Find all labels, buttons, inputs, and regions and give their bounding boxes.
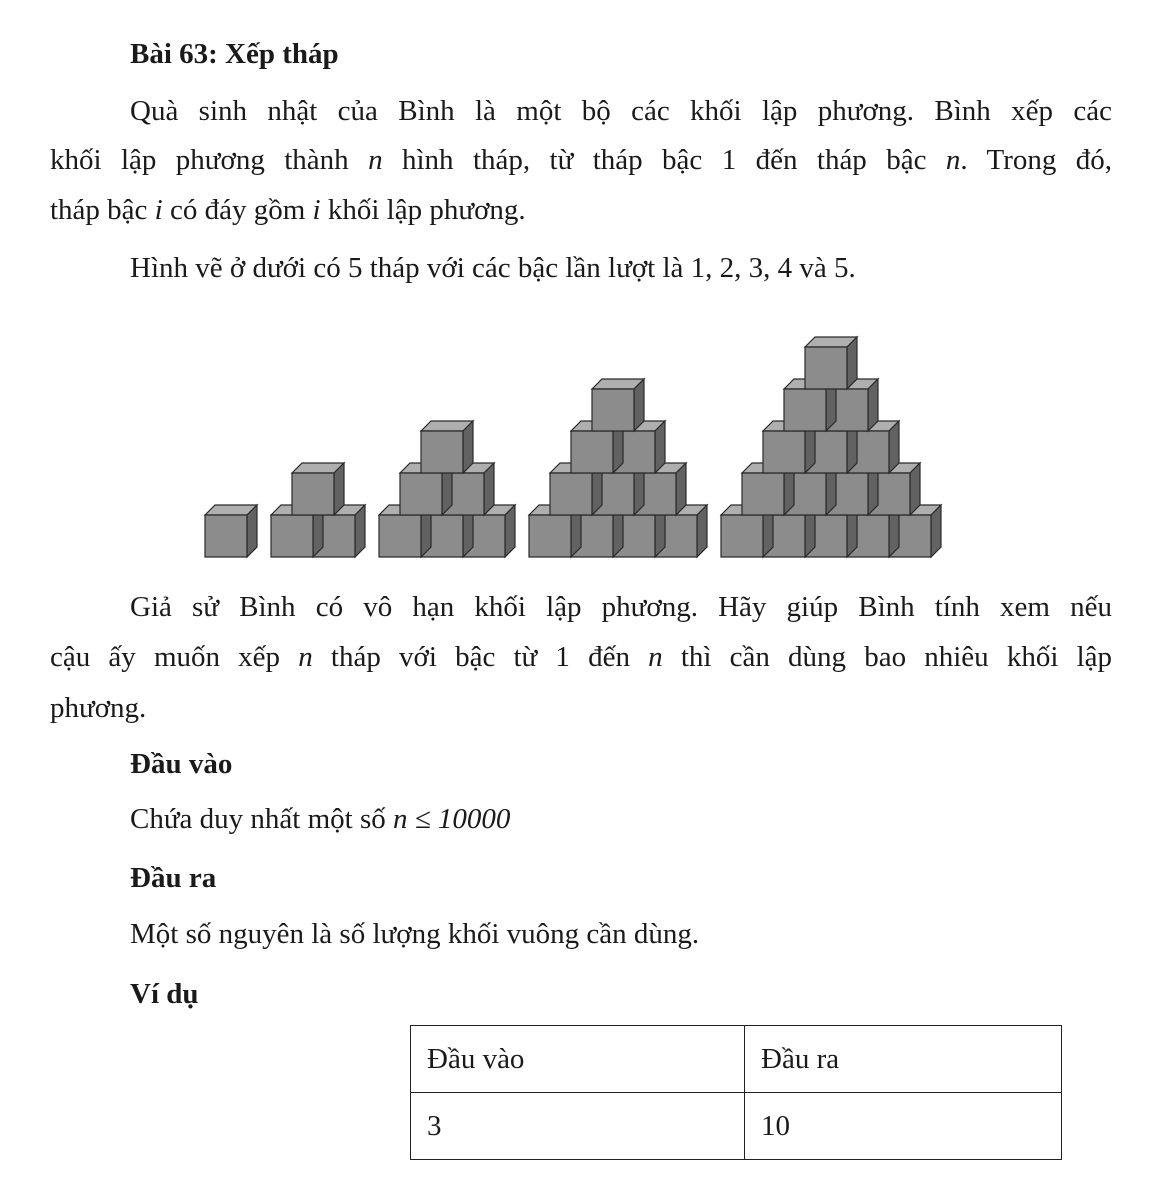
example-heading: Ví dụ xyxy=(130,978,199,1010)
cube-side-face xyxy=(655,421,665,473)
text-segment: thì cần dùng bao nhiêu khối lập xyxy=(662,641,1112,673)
input-heading: Đầu vào xyxy=(130,748,233,780)
cube-side-face xyxy=(355,505,365,557)
cube xyxy=(292,463,344,515)
example-table xyxy=(410,1025,1062,1160)
cube-side-face xyxy=(889,421,899,473)
cube-side-face xyxy=(847,337,857,389)
input-description xyxy=(130,805,510,834)
text-segment: khối lập phương thành xyxy=(50,144,369,176)
tower-3 xyxy=(379,421,515,557)
text-segment: tháp với bậc từ 1 đến xyxy=(312,641,649,673)
text-segment: khối lập phương. xyxy=(320,194,526,226)
text-segment: có đáy gồm xyxy=(162,194,313,226)
variable-i: i xyxy=(312,194,321,226)
cube-front-face xyxy=(763,431,805,473)
cube-front-face xyxy=(529,515,571,557)
cell-output: 10 xyxy=(745,1093,1062,1160)
cube xyxy=(805,337,857,389)
cube-side-face xyxy=(484,463,494,515)
problem-title: Bài 63: Xếp tháp xyxy=(130,38,339,70)
cube xyxy=(421,421,473,473)
intro-line-2 xyxy=(50,146,1112,175)
cube-front-face xyxy=(292,473,334,515)
variable-n: n xyxy=(648,641,663,673)
figure-caption: Hình vẽ ở dưới có 5 tháp với các bậc lần lượt là 1, 2, 3, 4 và 5. xyxy=(130,252,856,284)
column-header-output: Đầu ra xyxy=(745,1026,1062,1093)
cube xyxy=(592,379,644,431)
cube-side-face xyxy=(334,463,344,515)
cube-front-face xyxy=(742,473,784,515)
cube-towers-figure xyxy=(195,310,975,570)
text-segment: tháp bậc xyxy=(50,194,155,226)
output-description: Một số nguyên là số lượng khối vuông cần dùng. xyxy=(130,918,700,950)
intro-line-3 xyxy=(50,196,526,225)
cube-front-face xyxy=(571,431,613,473)
tower-2 xyxy=(271,463,365,557)
cube-side-face xyxy=(505,505,515,557)
question-line-1: Giả sử Bình có vô hạn khối lập phương. Hãy giúp Bình tính xem nếu xyxy=(130,591,1112,623)
question-line-3: phương. xyxy=(50,692,147,724)
output-heading: Đầu ra xyxy=(130,862,217,894)
cube-side-face xyxy=(463,421,473,473)
table-row xyxy=(411,1093,1062,1160)
question-line-2 xyxy=(50,643,1112,672)
cell-input: 3 xyxy=(411,1093,745,1160)
cube-side-face xyxy=(634,379,644,431)
cube-front-face xyxy=(784,389,826,431)
cube-front-face xyxy=(421,431,463,473)
variable-n: n xyxy=(298,641,313,673)
cube-side-face xyxy=(910,463,920,515)
text-segment: hình tháp, từ tháp bậc 1 đến tháp bậc xyxy=(382,144,946,176)
variable-n: n xyxy=(945,144,961,176)
table-header-row xyxy=(411,1026,1062,1093)
variable-i: i xyxy=(154,194,163,226)
cube-front-face xyxy=(400,473,442,515)
cube-front-face xyxy=(805,347,847,389)
cube-side-face xyxy=(247,505,257,557)
cube-side-face xyxy=(868,379,878,431)
cube-front-face xyxy=(550,473,592,515)
tower-4 xyxy=(529,379,707,557)
tower-5 xyxy=(721,337,941,557)
cube-front-face xyxy=(721,515,763,557)
cube-front-face xyxy=(592,389,634,431)
column-header-input: Đầu vào xyxy=(411,1026,745,1093)
cube-side-face xyxy=(931,505,941,557)
cube-side-face xyxy=(676,463,686,515)
cube xyxy=(205,505,257,557)
input-constraint: n ≤ 10000 xyxy=(393,803,511,835)
tower-1 xyxy=(205,505,257,557)
intro-line-1: Quà sinh nhật của Bình là một bộ các khối lập phương. Bình xếp các xyxy=(130,95,1112,127)
cube-front-face xyxy=(205,515,247,557)
variable-n: n xyxy=(368,144,383,176)
cube-side-face xyxy=(697,505,707,557)
text-segment: cậu ấy muốn xếp xyxy=(50,641,299,673)
text-segment: . Trong đó, xyxy=(960,144,1113,176)
cube-front-face xyxy=(379,515,421,557)
cube-front-face xyxy=(271,515,313,557)
text-segment: Chứa duy nhất một số xyxy=(130,803,394,835)
